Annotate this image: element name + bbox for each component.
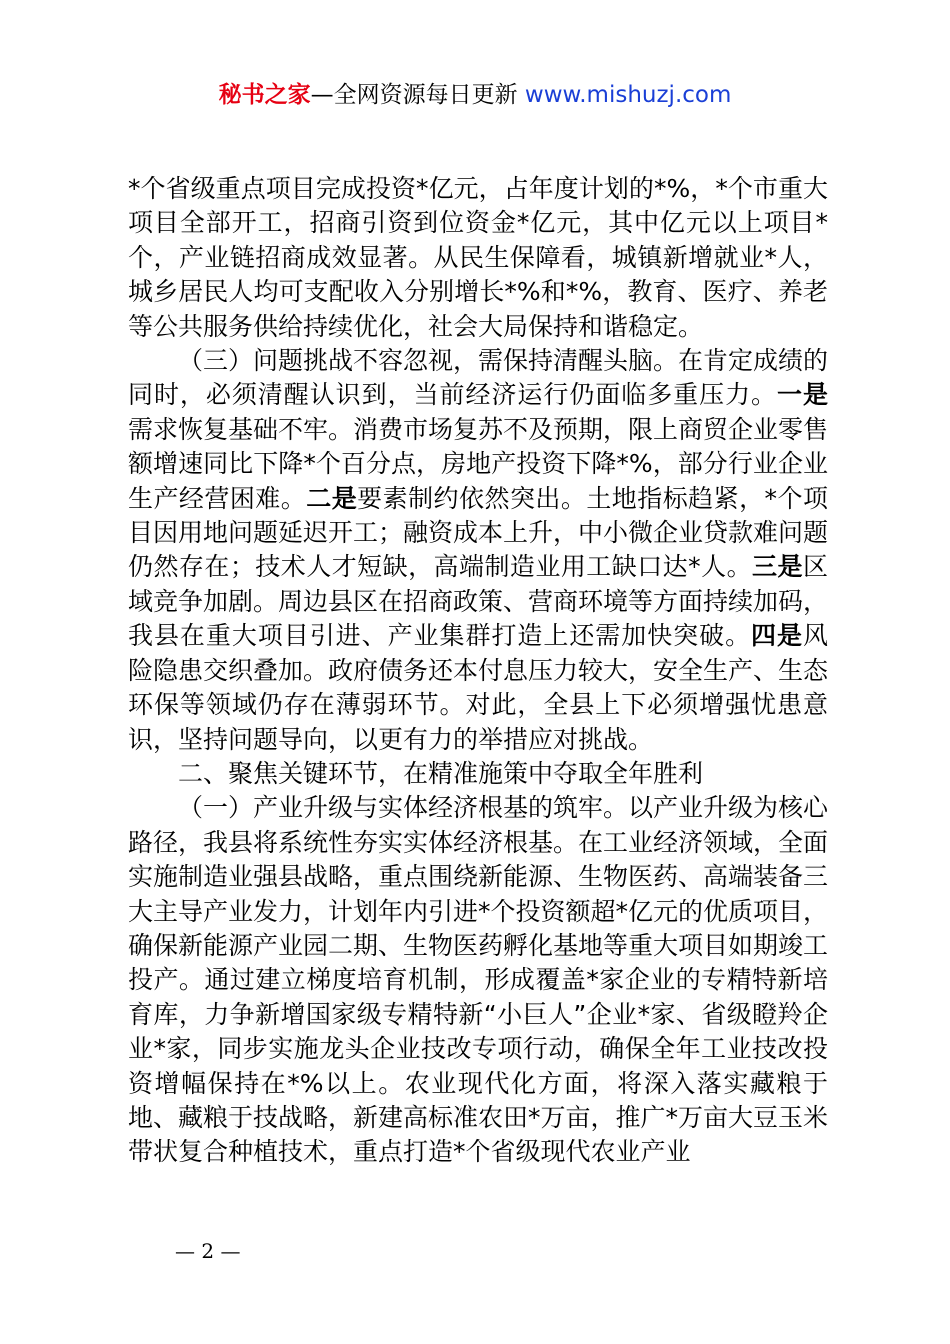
section-heading: 二、聚焦关键环节，在精准施策中夺取全年胜利 <box>178 758 704 788</box>
header-tagline: —全网资源每日更新 <box>310 82 525 108</box>
point-text-2: 要素制约依然突出。土地指标趋紧，*个项目因用地问题延迟开工；融资成本上升，中小微企业贷款难问题仍然存在；技术人才短缺，高端制造业用工缺口达*人。 <box>128 483 829 582</box>
point-marker-3: 三是 <box>752 552 803 582</box>
paragraph-continuation: *个省级重点项目完成投资*亿元，占年度计划的*%，*个市重大项目全部开工，招商引资到位资金*亿元，其中亿元以上项目*个，产业链招商成效显著。从民生保障看，城镇新增就业*人，城乡居民人均可支配收入分别增长*%和*%，教育、医疗、养老等公共服务供给持续优化，社会大局保持和谐稳定。 <box>128 174 828 341</box>
point-text-1: 需求恢复基础不牢。消费市场复苏不及预期，限上商贸企业零售额增速同比下降*个百分点，房地产投资下降*%，部分行业企业生产经营困难。 <box>128 414 829 513</box>
brand-name: 秘书之家 <box>218 82 311 108</box>
paragraph-challenges <box>128 344 828 757</box>
page-number: — 2 — <box>175 1239 241 1263</box>
site-url[interactable]: www.mishuzj.com <box>524 82 732 108</box>
point-text-4: 风险隐患交织叠加。政府债务还本付息压力较大，安全生产、生态环保等领域仍存在薄弱环节。对此，全县上下必须增强忧患意识，坚持问题导向，以更有力的举措应对挑战。 <box>128 621 829 754</box>
document-body <box>128 172 828 1170</box>
paragraph-intro: （三）问题挑战不容忽视，需保持清醒头脑。在肯定成绩的同时，必须清醒认识到，当前经济运行仍面临多重压力。 <box>128 346 829 410</box>
site-header <box>0 78 950 112</box>
point-marker-1: 一是 <box>777 380 828 410</box>
paragraph-industry: （一）产业升级与实体经济根基的筑牢。以产业升级为核心路径，我县将系统性夯实实体经济根基。在工业经济领域，全面实施制造业强县战略，重点围绕新能源、生物医药、高端装备三大主导产业发力，计划年内引进*个投资额超*亿元的优质项目，确保新能源产业园二期、生物医药孵化基地等重大项目如期竣工投产。通过建立梯度培育机制，形成覆盖*家企业的专精特新培育库，力争新增国家级专精特新“小巨人”企业*家、省级瞪羚企业*家，同步实施龙头企业技改专项行动，确保全年工业技改投资增幅保持在*%以上。农业现代化方面，将深入落实藏粮于地、藏粮于技战略，新建高标准农田*万亩，推广*万亩大豆玉米带状复合种植技术，重点打造*个省级现代农业产业 <box>128 793 829 1167</box>
point-text-3: 区域竞争加剧。周边县区在招商政策、营商环境等方面持续加码，我县在重大项目引进、产业集群打造上还需加快突破。 <box>128 552 829 651</box>
point-marker-4: 四是 <box>751 621 803 651</box>
point-marker-2: 二是 <box>306 483 358 513</box>
